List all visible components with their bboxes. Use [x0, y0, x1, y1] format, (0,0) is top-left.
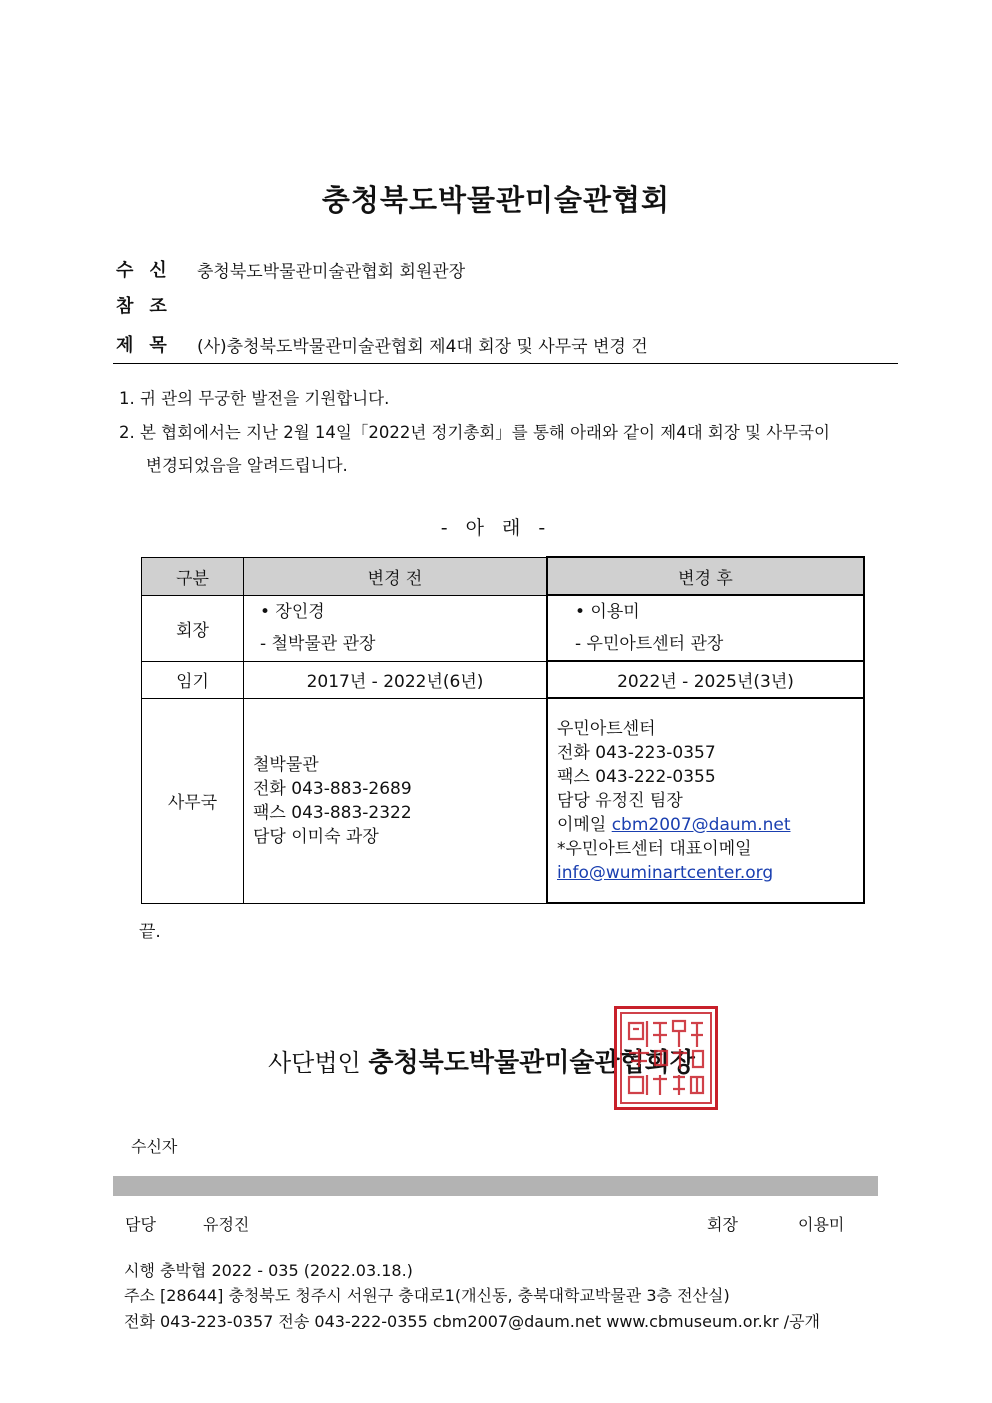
row-term-label: 임기: [142, 661, 244, 698]
row-president-label: 회장: [142, 595, 244, 661]
term-before: 2017년 - 2022년(6년): [244, 661, 548, 698]
president-before-name: • 장인경: [260, 602, 325, 622]
subject-label: 제목: [116, 335, 183, 356]
rep-email-link[interactable]: info@wuminartcenter.org: [557, 862, 774, 883]
header-before: 변경 전: [244, 557, 548, 595]
office-after-fax: 팩스 043-222-0355: [557, 766, 716, 787]
page-title: 충청북도박물관미술관협회: [321, 183, 671, 217]
email-link[interactable]: cbm2007@daum.net: [611, 814, 791, 835]
address-line: 주소 [28644] 충청북도 청주시 서원구 충대로1(개신동, 충북대학교박물관 3층 전산실): [124, 1286, 730, 1305]
handler-name: 유정진: [203, 1215, 250, 1234]
recipient-value: 충청북도박물관미술관협회 회원관장: [197, 262, 466, 282]
term-after: 2022년 - 2025년(3년): [547, 661, 864, 698]
office-before-line: 담당 이미숙 과장: [253, 826, 379, 847]
office-before-line: 전화 043-883-2689: [253, 778, 412, 799]
body-item-2-line-2: 변경되었음을 알려드립니다.: [146, 456, 348, 475]
handler-label: 담당: [125, 1215, 156, 1234]
change-table: [141, 556, 865, 904]
president-before-cell: [244, 595, 548, 661]
office-after-email-row: [548, 813, 863, 837]
approver-label: 회장: [707, 1215, 738, 1234]
office-before-line: 팩스 043-883-2322: [253, 802, 412, 823]
email-label: 이메일: [557, 814, 607, 835]
office-after-phone: 전화 043-223-0357: [557, 742, 716, 763]
row-office-label: 사무국: [142, 698, 244, 903]
header-divider: [113, 363, 898, 364]
recipients-label: 수신자: [131, 1137, 178, 1156]
office-after-name: 우민아트센터: [557, 718, 656, 739]
office-after-contact: 담당 유정진 팀장: [557, 790, 683, 811]
body-item-1: 1. 귀 관의 무궁한 발전을 기원합니다.: [119, 389, 390, 408]
president-after-cell: [547, 595, 864, 661]
subject-value: (사)충청북도박물관미술관협회 제4대 회장 및 사무국 변경 건: [197, 337, 648, 357]
recipient-label: 수신: [116, 260, 183, 281]
approver-name: 이용미: [798, 1215, 845, 1234]
president-after-title: - 우민아트센터 관장: [575, 634, 724, 654]
rep-email-label: *우민아트센터 대표이메일: [557, 838, 752, 859]
office-after-cell: [547, 698, 864, 903]
office-before-cell: [244, 698, 548, 903]
doc-number-line: 시행 충박협 2022 - 035 (2022.03.18.): [124, 1261, 413, 1280]
closing-mark: 끝.: [139, 922, 161, 942]
footer-gray-bar: [113, 1176, 878, 1196]
reference-label: 참조: [116, 296, 183, 317]
signature-org: 충청북도박물관미술관협회장: [368, 1048, 695, 1078]
header-category: 구분: [142, 557, 244, 595]
header-after: 변경 후: [547, 557, 864, 595]
seal-stamp-icon: [617, 1009, 715, 1107]
office-before-line: 철박물관: [253, 754, 319, 775]
contact-line: 전화 043-223-0357 전송 043-222-0355 cbm2007@daum.net www.cbmuseum.or.kr /공개: [124, 1312, 820, 1331]
president-before-title: - 철박물관 관장: [260, 634, 376, 654]
signature-prefix: 사단법인: [268, 1049, 361, 1077]
rep-email-row: [548, 861, 863, 885]
official-seal: [614, 1006, 718, 1110]
president-after-name: • 이용미: [575, 602, 640, 622]
below-heading: - 아 래 -: [440, 517, 552, 539]
body-item-2-line-1: 2. 본 협회에서는 지난 2월 14일「2022년 정기총회」를 통해 아래와 같이 제4대 회장 및 사무국이: [119, 423, 830, 442]
